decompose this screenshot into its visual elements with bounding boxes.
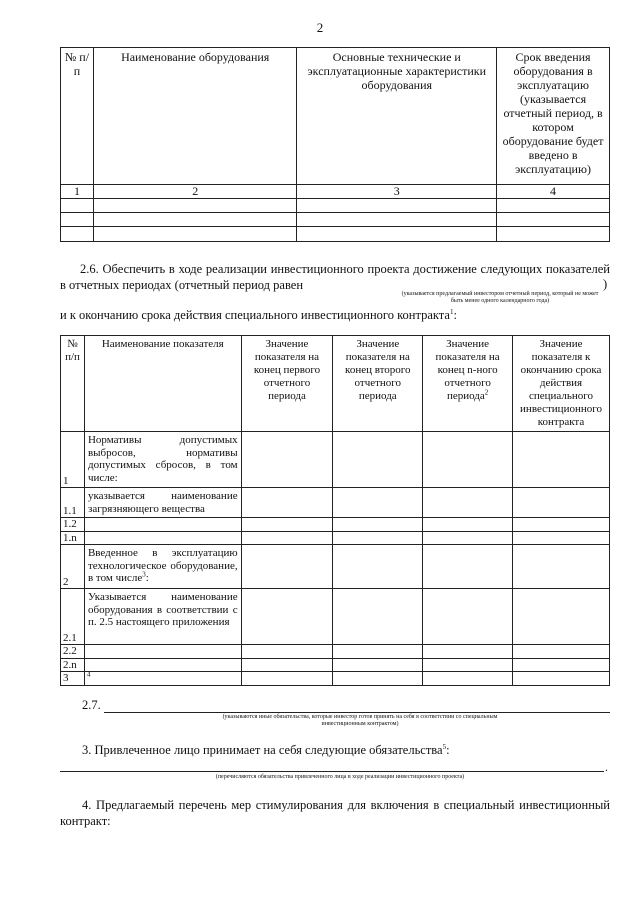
section-2-6-close-paren: ) xyxy=(603,277,608,291)
table-row xyxy=(61,658,610,672)
row-indicator-name: Нормативы допустимых выбросов, нормативы допустимых сбросов, в том числе: xyxy=(84,432,241,488)
table-header-row xyxy=(61,48,610,185)
col-header-equipment-name: Наименование оборудования xyxy=(93,48,297,185)
col-header-number: № п/п xyxy=(61,336,85,432)
row-number: 1.n xyxy=(61,531,85,545)
table-row xyxy=(61,213,610,227)
col-number: 1 xyxy=(61,185,94,199)
col-number: 2 xyxy=(93,185,297,199)
row-number: 1.2 xyxy=(61,518,85,532)
table-row xyxy=(61,432,610,488)
section-2-7-note: (указываются иные обязательства, которые инвестор готов принять на себя в соответствии со специальным инвестиционным контрактом) xyxy=(222,714,498,727)
table-number-row xyxy=(61,185,610,199)
page-number: 2 xyxy=(316,20,324,35)
table-row xyxy=(61,589,610,645)
col-number: 4 xyxy=(497,185,610,199)
section-4-text: 4. Предлагаемый перечень мер стимулирования для включения в специальный инвестиционный контракт: xyxy=(60,798,610,828)
row-number: 2.n xyxy=(61,658,85,672)
table-row xyxy=(61,227,610,242)
section-2-6-text-2: и к окончанию срока действия специального инвестиционного контракта$^1$: xyxy=(60,307,457,322)
row-footnote-mark: 4 xyxy=(84,672,241,686)
row-indicator-name: Указывается наименование оборудования в соответствии с п. 2.5 настоящего приложения xyxy=(84,589,241,645)
section-2-6-text: 2.6. Обеспечить в ходе реализации инвестиционного проекта достижение следующих показателей в отчетных периодах (отчетный период равен xyxy=(60,262,610,292)
equipment-table xyxy=(60,47,610,242)
section-2-7-blank-line xyxy=(104,712,610,713)
col-header-commissioning-period: Срок введения оборудования в эксплуатацию (указывается отчетный период, в котором оборудование будет введено в эксплуатацию) xyxy=(497,48,610,185)
col-header-first-period: Значение показателя на конец первого отчетного периода xyxy=(241,336,333,432)
row-number: 2.2 xyxy=(61,645,85,659)
table-header-row xyxy=(61,336,610,432)
col-header-indicator-name: Наименование показателя xyxy=(84,336,241,432)
table-row xyxy=(61,488,610,518)
row-indicator-name: Введенное в эксплуатацию технологическое оборудование, в том числе$^3$: xyxy=(84,545,241,589)
row-number: 1 xyxy=(61,432,85,488)
row-number: 1.1 xyxy=(61,488,85,518)
section-2-7-label: 2.7. xyxy=(82,698,101,712)
table-row xyxy=(61,199,610,213)
col-header-characteristics: Основные технические и эксплуатационные характеристики оборудования xyxy=(297,48,497,185)
table-row xyxy=(61,672,610,686)
section-3-line-end: . xyxy=(605,760,608,774)
section-3-blank-line xyxy=(60,771,604,772)
row-number: 3 xyxy=(61,672,85,686)
col-number: 3 xyxy=(297,185,497,199)
table-row xyxy=(61,645,610,659)
table-row xyxy=(61,545,610,589)
row-indicator-name: указывается наименование загрязняющего вещества xyxy=(84,488,241,518)
section-3-note: (перечисляются обязательства привлеченного лица в ходе реализации инвестиционного проекта) xyxy=(215,774,465,780)
col-header-number: № п/п xyxy=(61,48,94,185)
row-number: 2 xyxy=(61,545,85,589)
table-row xyxy=(61,531,610,545)
indicators-table xyxy=(60,335,610,686)
table-row xyxy=(61,518,610,532)
col-header-second-period: Значение показателя на конец второго отчетного периода xyxy=(333,336,423,432)
row-number: 2.1 xyxy=(61,589,85,645)
col-header-nth-period: Значение показателя на конец n-ного отчетного периода$^2$ xyxy=(423,336,513,432)
section-2-6-note: (указывается предлагаемый инвестором отчетный период, который не может быть менее одного календарного года) xyxy=(401,291,599,304)
section-3-text: 3. Привлеченное лицо принимает на себя следующие обязательства$^5$: xyxy=(82,742,450,757)
col-header-contract-end: Значение показателя к окончанию срока действия специального инвестиционного контракта xyxy=(513,336,610,432)
